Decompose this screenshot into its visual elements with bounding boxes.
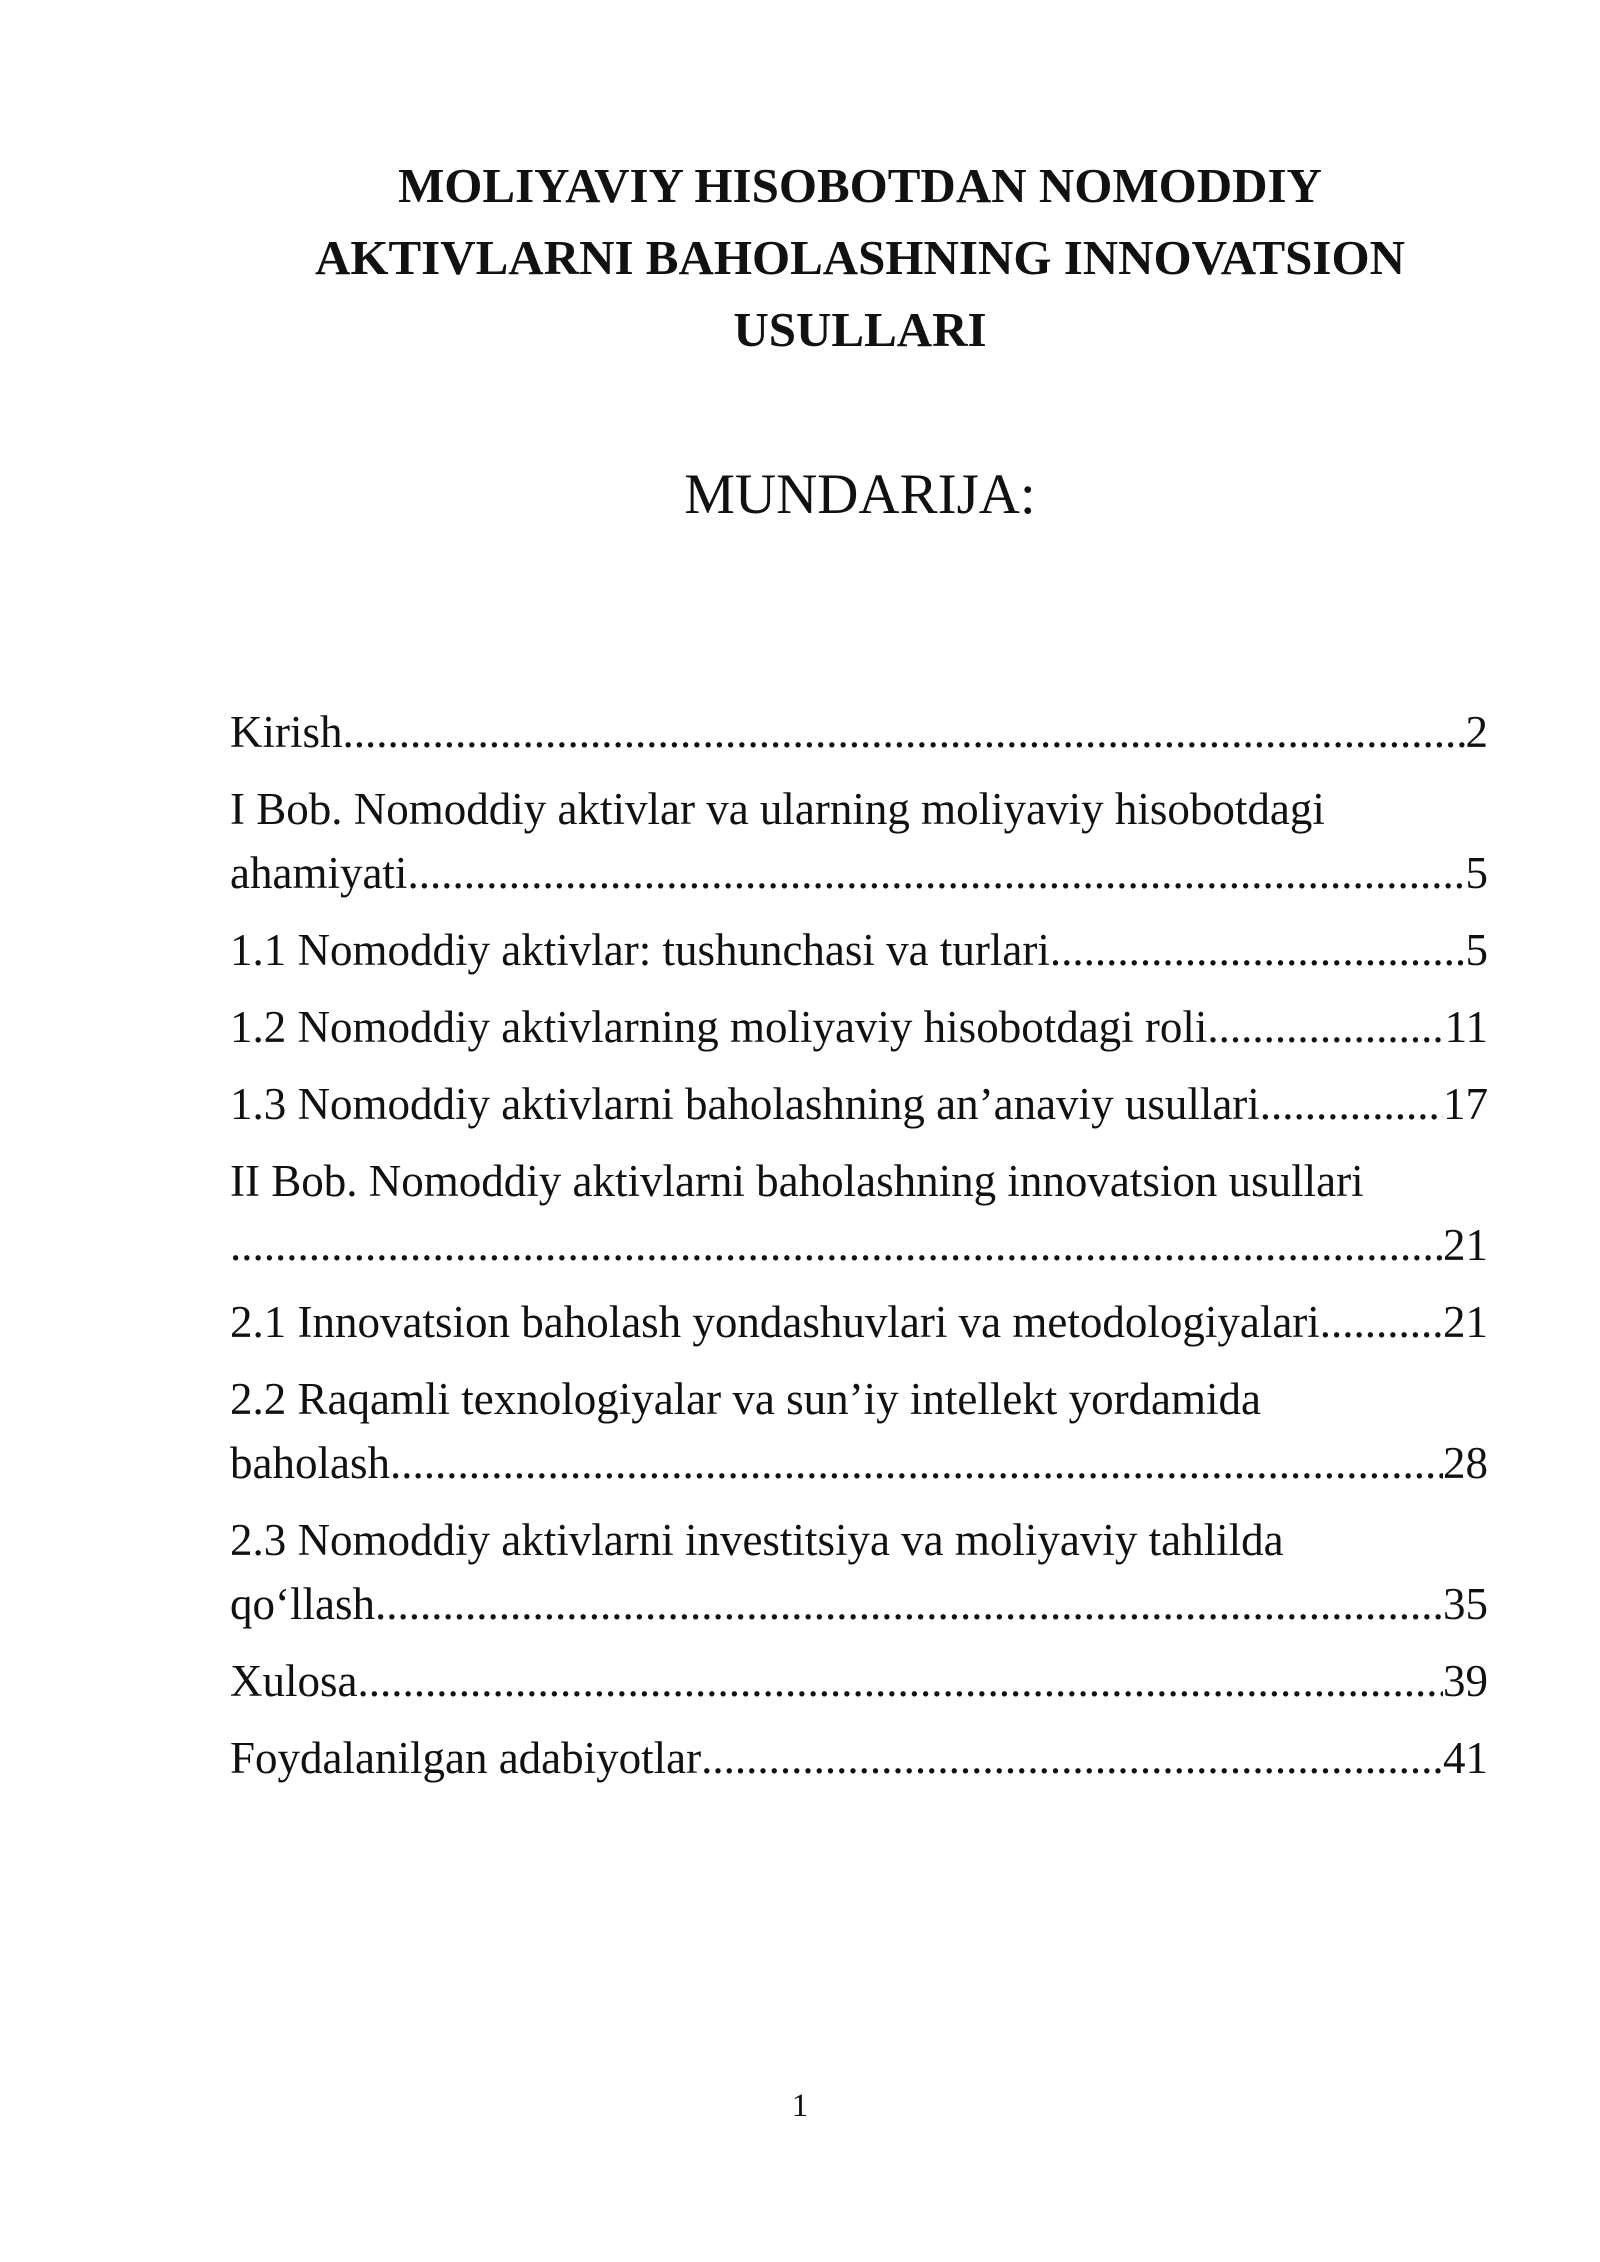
toc-page-number: 21 [1443, 1297, 1488, 1347]
toc-entry-text: ahamiyati [230, 848, 408, 898]
title-line-2: AKTIVLARNI BAHOLASHNING INNOVATSION [314, 230, 1405, 285]
toc-entry-text: 2.1 Innovatsion baholash yondashuvlari va metodologiyalari. [230, 1297, 1332, 1347]
title-line-3: USULLARI [733, 302, 987, 357]
toc-dot-leader [1331, 1290, 1443, 1354]
toc-entry [230, 1290, 1488, 1354]
toc-entry-line [230, 1213, 1488, 1277]
toc-page-number: 35 [1443, 1579, 1488, 1629]
toc-page-number: 5 [1465, 925, 1488, 975]
toc-page-number: 2 [1465, 707, 1488, 757]
toc-entry-text: baholash [230, 1438, 390, 1488]
toc-entry-lead-text: 2.2 Raqamli texnologiyalar va sun’iy intellekt yordamida [230, 1374, 1262, 1424]
toc-entry-text: 1.3 Nomoddiy aktivlarni baholashning an’anaviy usullari [230, 1079, 1260, 1129]
toc-dot-leader [390, 1431, 1443, 1495]
toc-entry-line [230, 1649, 1488, 1713]
toc-entry-line [230, 995, 1488, 1059]
toc-entry-line [230, 700, 1488, 764]
page-number: 1 [791, 2088, 809, 2124]
toc-dot-leader [701, 1726, 1443, 1790]
toc-dot-leader [230, 1213, 1443, 1277]
toc-entry [230, 1726, 1488, 1790]
toc-entry [230, 777, 1488, 905]
toc-entry [230, 1649, 1488, 1713]
toc-entry [230, 700, 1488, 764]
toc-dot-leader [407, 841, 1465, 905]
toc-page-number: 5 [1465, 848, 1488, 898]
toc-entry-line [230, 841, 1488, 905]
toc-entry-text: 1.2 Nomoddiy aktivlarning moliyaviy hisobotdagi roli [230, 1002, 1208, 1052]
toc-entry [230, 995, 1488, 1059]
toc-dot-leader [1050, 918, 1466, 982]
toc-entry-text: Xulosa [230, 1656, 358, 1706]
toc-page-number: 39 [1443, 1656, 1488, 1706]
toc-dot-leader [358, 1649, 1444, 1713]
toc-page-number: 17 [1443, 1079, 1488, 1129]
toc-entry-line [230, 1072, 1488, 1136]
toc-page-number: 11 [1444, 1002, 1488, 1052]
toc-heading: MUNDARIJA: [684, 463, 1036, 526]
toc-dot-leader [1207, 995, 1444, 1059]
toc-entry-text: qo‘llash [230, 1579, 375, 1629]
toc-entry-lead-text: II Bob. Nomoddiy aktivlarni baholashning innovatsion usullari [230, 1156, 1364, 1206]
toc-entry-text: Kirish [230, 707, 343, 757]
toc-entry-line [230, 1726, 1488, 1790]
toc-entry-line [230, 1431, 1488, 1495]
toc-entry-line [230, 1572, 1488, 1636]
toc-entry-line [230, 1290, 1488, 1354]
title-line-1: MOLIYAVIY HISOBOTDAN NOMODDIY [398, 158, 1322, 213]
toc-entry [230, 1149, 1488, 1277]
toc-entry-text: 1.1 Nomoddiy aktivlar: tushunchasi va turlari [230, 925, 1050, 975]
toc-dot-leader [375, 1572, 1443, 1636]
toc-entry-lead-text: I Bob. Nomoddiy aktivlar va ularning moliyaviy hisobotdagi [230, 784, 1325, 834]
document-title [200, 150, 1520, 366]
toc-dot-leader [343, 700, 1466, 764]
toc-page-number: 21 [1443, 1220, 1488, 1270]
toc-entry-text: Foydalanilgan adabiyotlar [230, 1733, 702, 1783]
toc-entry-lead-text: 2.3 Nomoddiy aktivlarni investitsiya va moliyaviy tahlilda [230, 1515, 1284, 1565]
toc-dot-leader [1260, 1072, 1443, 1136]
toc-page-number: 41 [1443, 1733, 1488, 1783]
table-of-contents [230, 700, 1488, 1803]
toc-entry [230, 1072, 1488, 1136]
toc-page-number: 28 [1443, 1438, 1488, 1488]
toc-entry-line [230, 918, 1488, 982]
toc-entry [230, 1367, 1488, 1495]
toc-entry [230, 918, 1488, 982]
toc-entry [230, 1508, 1488, 1636]
